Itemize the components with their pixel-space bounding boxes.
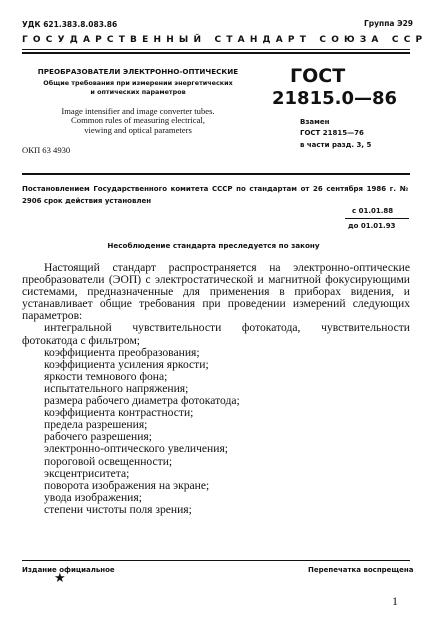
replaced-sections: в части разд. 3, 5 [300, 141, 372, 149]
parameter-list-item: яркости темнового фона; [44, 369, 168, 383]
parameter-list-item: степени чистоты поля зрения; [44, 502, 192, 516]
gost-label: ГОСТ [290, 65, 346, 87]
parameter-list-item: рабочего разрешения; [44, 430, 152, 444]
parameter-list-item: коэффициента преобразования; [44, 345, 200, 359]
parameter-list-item: пороговой освещенности; [44, 454, 173, 468]
body-text [22, 262, 410, 516]
english-title-block [22, 107, 254, 135]
parameter-list-item: интегральной чувствительности фотокатода, чувствительности фотокатода с фильтром; [22, 321, 410, 347]
replaced-gost: ГОСТ 21815—76 [300, 129, 364, 137]
parameter-list-item: испытательного напряжения; [44, 381, 189, 395]
english-title-line2: Common rules of measuring electrical, [71, 115, 205, 126]
group-code: Группа Э29 [364, 19, 414, 28]
gost-number: 21815.0—86 [272, 88, 398, 109]
decree-rule [22, 173, 410, 175]
standard-title: ПРЕОБРАЗОВАТЕЛИ ЭЛЕКТРОННО-ОПТИЧЕСКИЕ [37, 67, 239, 76]
english-title-line3: viewing and optical parameters [84, 124, 192, 135]
header-rule-top [22, 49, 410, 50]
valid-from: с 01.01.88 [352, 207, 394, 215]
decree-text: Постановлением Государственного комитета СССР по стандартам от 26 сентября 1986 г. № 2906 срок действия установлен [22, 185, 408, 205]
page-number: 1 [392, 594, 398, 608]
parameter-list-item: коэффициента контрастности; [44, 406, 194, 420]
standard-title-block [22, 67, 254, 97]
parameter-list-item: предела разрешения; [44, 418, 148, 432]
parameter-list-item: поворота изображения на экране; [44, 478, 210, 492]
standard-subtitle-line1: Общие требования при измерении энергетических [43, 79, 233, 87]
header-rule-bottom [22, 52, 410, 54]
parameter-list-item: электронно-оптического увеличения; [44, 442, 229, 456]
law-warning: Несоблюдение стандарта преследуется по закону [107, 241, 320, 250]
parameter-list-item: эксцентриситета; [44, 466, 130, 480]
parameter-list [22, 322, 410, 516]
parameter-list-item: размера рабочего диаметра фотокатода; [44, 394, 240, 408]
standard-subtitle-line2: и оптических параметров [90, 88, 186, 96]
udk-code: УДК 621.383.8.083.86 [22, 20, 118, 29]
validity-rule [345, 218, 409, 219]
parameter-list-item: коэффициента усиления яркости; [44, 357, 209, 371]
english-title-line1: Image intensifier and image converter tubes. [61, 106, 215, 116]
state-standard-heading: ГОСУДАРСТВЕННЫЙ СТАНДАРТ СОЮЗА ССР [22, 35, 427, 45]
okp-code: ОКП 63 4930 [22, 145, 71, 155]
footer-rule [22, 560, 410, 561]
reprint-notice: Перепечатка воспрещена [308, 566, 414, 574]
replaced-label: Взамен [300, 118, 330, 126]
parameter-list-item: увода изображения; [44, 490, 142, 504]
official-edition: Издание официальное [22, 566, 115, 574]
star-icon: ★ [54, 571, 66, 586]
valid-to: до 01.01.93 [348, 222, 396, 230]
intro-paragraph: Настоящий стандарт распространяется на электронно-оптические преобразователи (ЭОП) с электростатической и магнитной фокусирующими системами, предназначенные для применения в приборах видения, и устанавливает общие требования при проведении измерений следующих параметров: [22, 261, 410, 323]
